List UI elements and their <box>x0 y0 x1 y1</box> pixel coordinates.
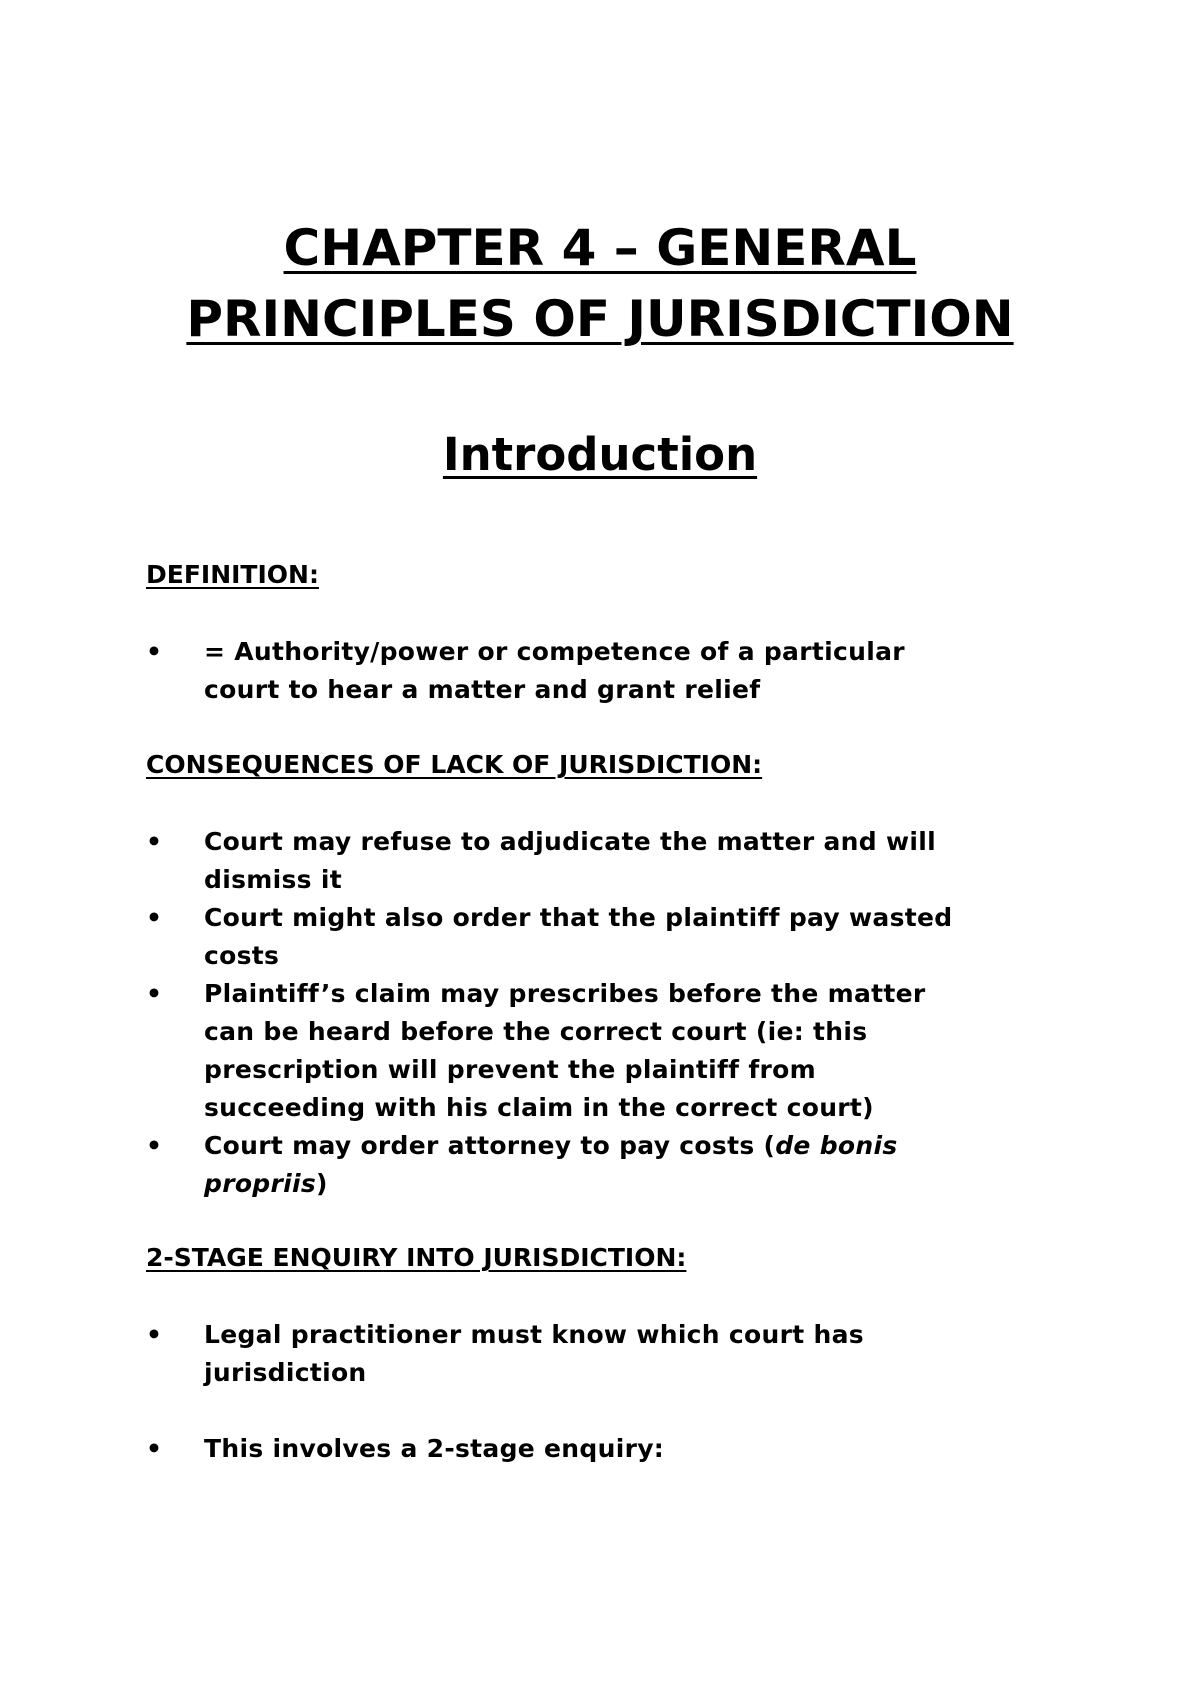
item-line: Court may refuse to adjudicate the matter and will <box>204 827 936 856</box>
consequences-heading: CONSEQUENCES OF LACK OF JURISDICTION: <box>146 750 763 779</box>
bullet-icon: • <box>146 1434 162 1463</box>
item-line: jurisdiction <box>204 1358 367 1387</box>
latin-phrase: de bonis <box>775 1131 898 1160</box>
item-line: Court may order attorney to pay costs (de bonis <box>204 1131 898 1160</box>
item-line: Legal practitioner must know which court has <box>204 1320 864 1349</box>
item-line: costs <box>204 941 280 970</box>
enquiry-heading: 2-STAGE ENQUIRY INTO JURISDICTION: <box>146 1243 687 1272</box>
item-line: = Authority/power or competence of a particular <box>204 637 905 666</box>
item-line: prescription will prevent the plaintiff from <box>204 1055 816 1084</box>
item-line: Plaintiff’s claim may prescribes before the matter <box>204 979 926 1008</box>
item-line: court to hear a matter and grant relief <box>204 675 761 704</box>
chapter-title-line-1: CHAPTER 4 – GENERAL <box>283 219 917 277</box>
bullet-icon: • <box>146 827 162 856</box>
item-line: succeeding with his claim in the correct court) <box>204 1093 874 1122</box>
item-line: can be heard before the correct court (ie: this <box>204 1017 868 1046</box>
item-line: This involves a 2-stage enquiry: <box>204 1434 665 1463</box>
bullet-icon: • <box>146 979 162 1008</box>
chapter-title-line-2: PRINCIPLES OF JURISDICTION <box>186 290 1014 348</box>
bullet-icon: • <box>146 637 162 666</box>
definition-heading: DEFINITION: <box>146 560 319 589</box>
section-title-introduction: Introduction <box>442 428 758 481</box>
item-line: propriis) <box>204 1169 328 1198</box>
latin-phrase: propriis <box>204 1169 317 1198</box>
item-line: Court might also order that the plaintiff pay wasted <box>204 903 953 932</box>
bullet-icon: • <box>146 1320 162 1349</box>
bullet-icon: • <box>146 903 162 932</box>
item-line: dismiss it <box>204 865 342 894</box>
bullet-icon: • <box>146 1131 162 1160</box>
